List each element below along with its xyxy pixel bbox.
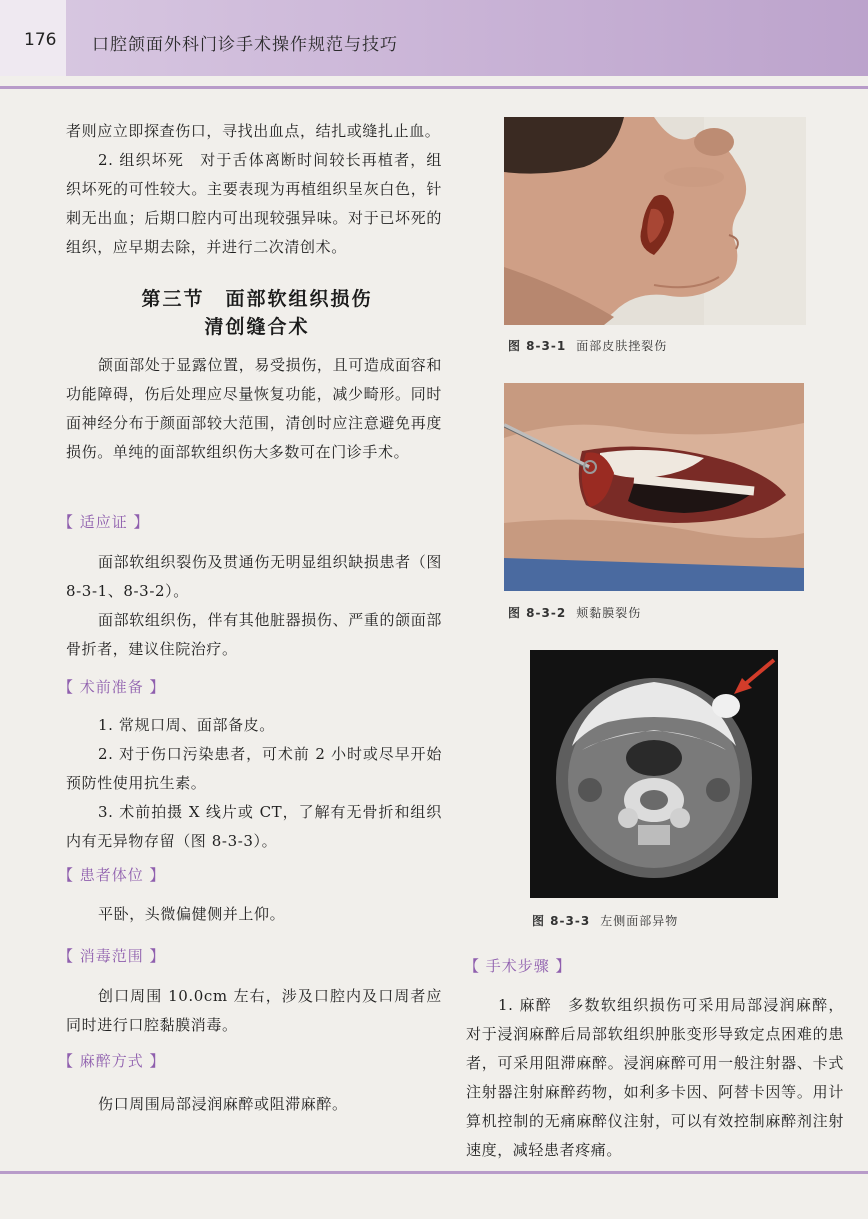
disinfection-text: 创口周围 10.0cm 左右，涉及口腔内及口周者应同时进行口腔黏膜消毒。 [66, 987, 442, 1034]
section-title: 第三节 面部软组织损伤 [141, 288, 373, 310]
section-intro: 颌面部处于显露位置，易受损伤，且可造成面容和功能障碍，伤后处理应尽量恢复功能，减少畸形。同时面神经分布于颜面部较大范围，清创时应注意避免再度损伤。单纯的面部软组织伤大多数可在门诊手术。 [66, 356, 442, 461]
header-rule [0, 86, 868, 89]
position-text: 平卧，头微偏健侧并上仰。 [98, 905, 286, 923]
surgical-steps-paragraph: 1. 麻醉 多数软组织损伤可采用局部浸润麻醉，对于浸润麻醉后局部软组织肿胀变形导致定点困难的患者，可采用阻滞麻醉。浸润麻醉可用一般注射器、卡式注射器注射麻醉药物，如利多卡因、阿替卡因等。用计算机控制的无痛麻醉仪注射，可以有效控制麻醉剂注射速度，减轻患者疼痛。 [466, 996, 844, 1159]
figure-1-caption [508, 337, 667, 354]
book-title: 口腔颌面外科门诊手术操作规范与技巧 [92, 35, 398, 55]
paragraph-tissue-necrosis: 2. 组织坏死 对于舌体离断时间较长再植者，组织坏死的可性较大。主要表现为再植组织呈灰白色，针刺无出血；后期口腔内可出现较强异味。对于已坏死的组织，应早期去除，并进行二次清创术。 [66, 151, 442, 256]
figure-2-caption-text: 颊黏膜裂伤 [576, 606, 642, 620]
indications-paragraph-2: 面部软组织伤，伴有其他脏器损伤、严重的颌面部骨折者，建议住院治疗。 [66, 611, 442, 658]
heading-anesthesia: 【 麻醉方式 】 [58, 1052, 166, 1070]
section-subtitle: 清创缝合术 [204, 316, 310, 338]
indications-paragraph-1: 面部软组织裂伤及贯通伤无明显组织缺损患者（图 8-3-1、8-3-2）。 [66, 553, 442, 600]
page-number: 176 [24, 30, 57, 50]
figure-3-label: 图 8-3-3 [532, 914, 591, 928]
paragraph-continued: 者则应立即探查伤口，寻找出血点，结扎或缝扎止血。 [66, 122, 441, 140]
figure-1-label: 图 8-3-1 [508, 339, 567, 353]
figure-ct-scan [530, 650, 778, 898]
heading-indications: 【 适应证 】 [58, 513, 150, 531]
figure-3-caption-text: 左侧面部异物 [600, 914, 679, 928]
figure-3-caption [532, 912, 678, 929]
figure-facial-laceration-photo [504, 117, 806, 325]
heading-position: 【 患者体位 】 [58, 866, 166, 884]
figure-2-caption [508, 604, 641, 621]
figure-1-caption-text: 面部皮肤挫裂伤 [576, 339, 668, 353]
heading-preop: 【 术前准备 】 [58, 678, 166, 696]
preop-item-2: 2. 对于伤口污染患者，可术前 2 小时或尽早开始预防性使用抗生素。 [66, 745, 442, 792]
heading-surgical-steps: 【 手术步骤 】 [464, 957, 572, 975]
figure-buccal-mucosa-photo [504, 383, 804, 591]
preop-item-1: 1. 常规口周、面部备皮。 [98, 716, 275, 734]
footer-rule [0, 1171, 868, 1174]
anesthesia-text: 伤口周围局部浸润麻醉或阻滞麻醉。 [98, 1095, 348, 1113]
heading-disinfection: 【 消毒范围 】 [58, 947, 166, 965]
figure-2-label: 图 8-3-2 [508, 606, 567, 620]
preop-item-3: 3. 术前拍摄 X 线片或 CT，了解有无骨折和组织内有无异物存留（图 8-3-3）。 [66, 803, 442, 850]
